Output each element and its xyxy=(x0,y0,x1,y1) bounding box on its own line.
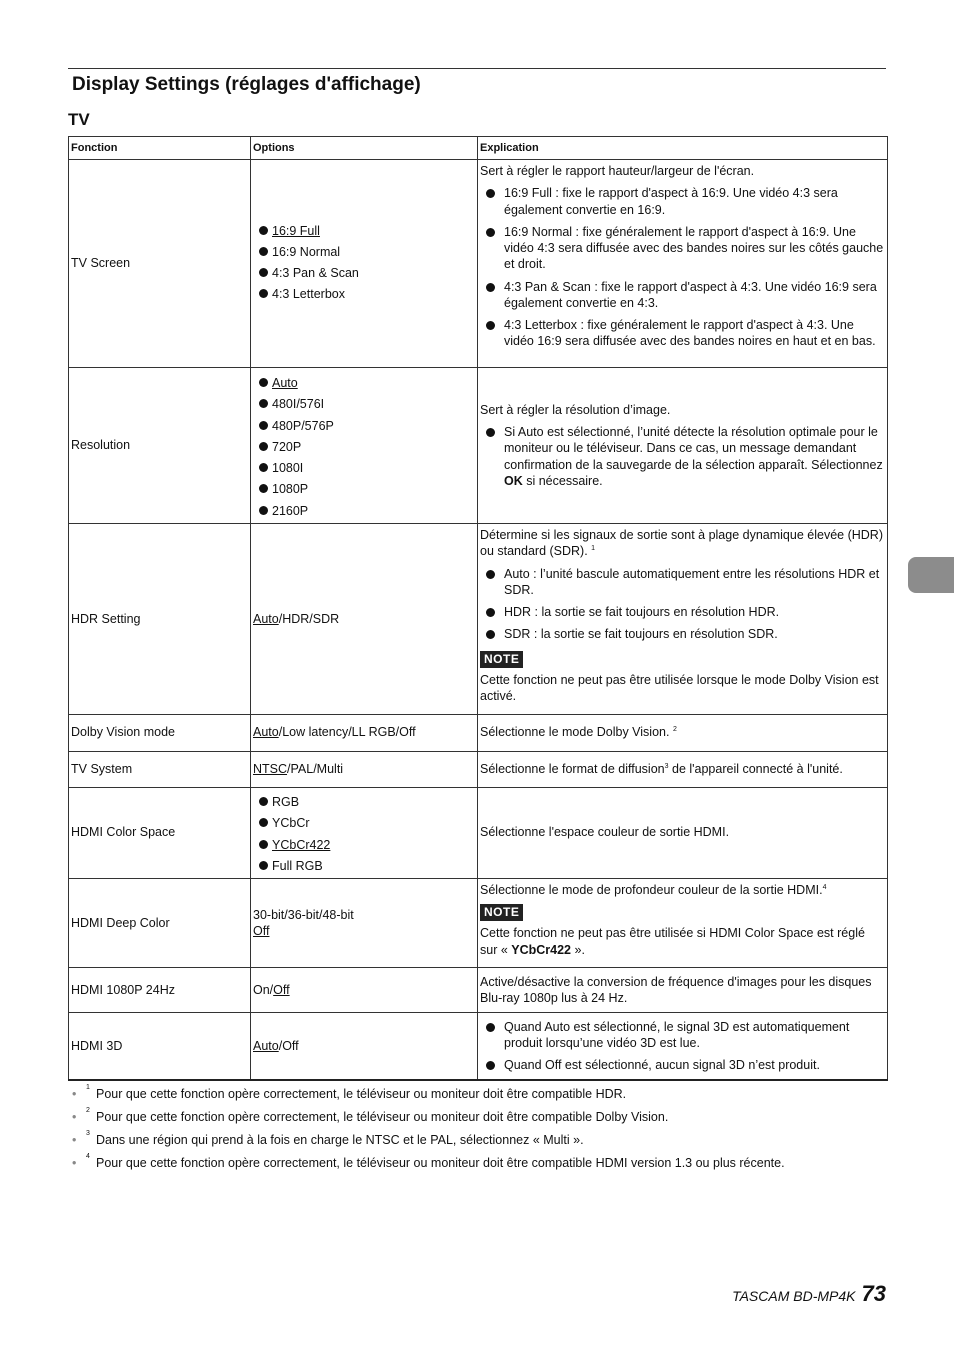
explanation-cell xyxy=(478,524,888,715)
bullet-icon xyxy=(259,861,268,870)
option-item: 16:9 Normal xyxy=(259,244,475,260)
footnote-item: • 4 Pour que cette fonction opère correctement, le téléviseur ou moniteur doit être compatible HDMI version 1.3 ou plus récente. xyxy=(72,1153,785,1170)
page-number: 73 xyxy=(861,1281,886,1306)
page-footer xyxy=(732,1280,886,1309)
table-row-dolby-vision xyxy=(69,714,888,751)
function-cell: HDMI Deep Color xyxy=(69,878,251,967)
explanation-bullet: Quand Off est sélectionné, aucun signal 3D n’est produit. xyxy=(486,1057,885,1073)
table-row-hdmi-deep-color xyxy=(69,878,888,967)
bullet-icon xyxy=(486,630,495,639)
option-item: 720P xyxy=(259,439,475,455)
table-row-hdmi-color-space xyxy=(69,787,888,878)
bullet-icon xyxy=(259,442,268,451)
bullet-icon xyxy=(259,289,268,298)
table-row-tv-system xyxy=(69,751,888,787)
options-cell xyxy=(251,368,478,524)
explanation-bullet: Si Auto est sélectionné, l’unité détecte la résolution optimale pour le moniteur ou le téléviseur. Dans ce cas, un message demandant confirmation de la sauvegarde de la sélection apparaît. Sélectionnez OK si nécessaire. xyxy=(486,424,885,489)
header-explanation: Explication xyxy=(478,137,888,160)
page-title: Display Settings (réglages d'affichage) xyxy=(72,74,421,95)
bullet-icon xyxy=(486,1023,495,1032)
explanation-bullet: Quand Auto est sélectionné, le signal 3D est automatiquement produit lorsqu’une vidéo 3D est lue. xyxy=(486,1019,885,1052)
option-item: 1080I xyxy=(259,460,475,476)
bullet-icon xyxy=(259,506,268,515)
note-text: Cette fonction ne peut pas être utilisée si HDMI Color Space est réglé sur « YCbCr422 ». xyxy=(480,926,865,957)
bullet-icon xyxy=(486,189,495,198)
footnote-item: • 1 Pour que cette fonction opère correctement, le téléviseur ou moniteur doit être compatible HDR. xyxy=(72,1084,627,1101)
note-badge: NOTE xyxy=(480,651,523,669)
function-cell: HDMI Color Space xyxy=(69,787,251,878)
bullet-icon xyxy=(259,247,268,256)
function-cell: HDR Setting xyxy=(69,524,251,715)
footnotes xyxy=(68,1086,888,1178)
options-cell xyxy=(251,787,478,878)
product-name: TASCAM BD-MP4K xyxy=(732,1288,856,1304)
bullet-icon xyxy=(259,797,268,806)
bullet-icon xyxy=(486,1061,495,1070)
options-cell: Auto/HDR/SDR xyxy=(251,524,478,715)
table-row-hdmi-1080p-24hz xyxy=(69,967,888,1012)
function-cell: Resolution xyxy=(69,368,251,524)
top-rule xyxy=(68,68,886,69)
bullet-icon xyxy=(259,484,268,493)
function-cell: HDMI 1080P 24Hz xyxy=(69,967,251,1012)
option-item: 4:3 Letterbox xyxy=(259,286,475,302)
header-options: Options xyxy=(251,137,478,160)
options-cell: Auto/Off xyxy=(251,1012,478,1080)
option-item: YCbCr422 xyxy=(259,837,475,853)
option-item: YCbCr xyxy=(259,815,475,831)
explanation-cell: Sélectionne l'espace couleur de sortie HDMI. xyxy=(478,787,888,878)
note-badge: NOTE xyxy=(480,904,523,922)
explanation-intro: Détermine si les signaux de sortie sont à plage dynamique élevée (HDR) ou standard (SDR). $^1$ xyxy=(480,528,883,559)
bullet-icon xyxy=(259,226,268,235)
bullet-icon xyxy=(486,228,495,237)
explanation-cell xyxy=(478,368,888,524)
explanation-cell: Active/désactive la conversion de fréquence d'images pour les disques Blu-ray 1080p lus à 24 Hz. xyxy=(478,967,888,1012)
chapter-tab xyxy=(908,557,954,593)
explanation-bullet: SDR : la sortie se fait toujours en résolution SDR. xyxy=(486,626,885,642)
options-cell: NTSC/PAL/Multi xyxy=(251,751,478,787)
bullet-icon xyxy=(486,428,495,437)
explanation-bullet: 16:9 Normal : fixe généralement le rapport d'aspect à 16:9. Une vidéo 4:3 sera diffusée avec des bandes noires sur les côtés gauche et droit. xyxy=(486,224,885,273)
explanation-cell xyxy=(478,878,888,967)
section-title: TV xyxy=(68,110,90,129)
options-cell: 30-bit/36-bit/48-bit Off xyxy=(251,878,478,967)
option-item: 16:9 Full xyxy=(259,223,475,239)
bullet-icon xyxy=(259,818,268,827)
note-text: Cette fonction ne peut pas être utilisée lorsque le mode Dolby Vision est activé. xyxy=(480,673,879,704)
function-cell: HDMI 3D xyxy=(69,1012,251,1080)
options-cell: Auto/Low latency/LL RGB/Off xyxy=(251,714,478,751)
explanation-bullet: 16:9 Full : fixe le rapport d'aspect à 16:9. Une vidéo 4:3 sera également convertie en 16:9. xyxy=(486,185,885,218)
function-cell: TV System xyxy=(69,751,251,787)
bullet-icon xyxy=(486,570,495,579)
bullet-icon xyxy=(259,421,268,430)
bullet-icon xyxy=(486,321,495,330)
function-cell: Dolby Vision mode xyxy=(69,714,251,751)
explanation-intro: Sert à régler le rapport hauteur/largeur de l'écran. xyxy=(480,164,755,178)
option-item: 480P/576P xyxy=(259,418,475,434)
option-item: 1080P xyxy=(259,481,475,497)
explanation-cell xyxy=(478,160,888,368)
option-item: Auto xyxy=(259,375,475,391)
footnote-item: • 2 Pour que cette fonction opère correctement, le téléviseur ou moniteur doit être compatible Dolby Vision. xyxy=(72,1107,669,1124)
bullet-icon xyxy=(259,268,268,277)
function-cell: TV Screen xyxy=(69,160,251,368)
explanation-cell: Sélectionne le format de diffusion$^3$ de l'appareil connecté à l'unité. xyxy=(478,751,888,787)
option-item: 4:3 Pan & Scan xyxy=(259,265,475,281)
explanation-intro: Sert à régler la résolution d’image. xyxy=(480,402,671,417)
explanation-cell xyxy=(478,1012,888,1080)
options-cell xyxy=(251,160,478,368)
table-header-row xyxy=(69,137,888,160)
explanation-bullet: 4:3 Pan & Scan : fixe le rapport d'aspect à 4:3. Une vidéo 16:9 sera également convertie en 4:3. xyxy=(486,279,885,312)
bullet-icon xyxy=(259,378,268,387)
explanation-bullet: 4:3 Letterbox : fixe généralement le rapport d'aspect à 4:3. Une vidéo 16:9 sera diffusée avec des bandes noires en haut et en bas. xyxy=(486,317,885,350)
options-cell: On/Off xyxy=(251,967,478,1012)
bullet-icon xyxy=(259,463,268,472)
header-function: Fonction xyxy=(69,137,251,160)
bullet-icon xyxy=(259,840,268,849)
option-item: 480I/576I xyxy=(259,396,475,412)
bullet-icon xyxy=(486,283,495,292)
explanation-intro: Sélectionne le mode de profondeur couleur de la sortie HDMI.$^4$ xyxy=(480,882,827,897)
option-item: 2160P xyxy=(259,503,475,519)
table-row-hdmi-3d xyxy=(69,1012,888,1080)
bullet-icon xyxy=(486,608,495,617)
explanation-cell: Sélectionne le mode Dolby Vision. $^2$ xyxy=(478,714,888,751)
explanation-bullet: Auto : l’unité bascule automatiquement entre les résolutions HDR et SDR. xyxy=(486,566,885,599)
table-row-tv-screen xyxy=(69,160,888,368)
footnote-item: • 3 Dans une région qui prend à la fois en charge le NTSC et le PAL, sélectionnez « Multi ». xyxy=(72,1130,584,1147)
settings-table xyxy=(68,136,888,1081)
option-item: Full RGB xyxy=(259,858,475,874)
table-row-resolution xyxy=(69,368,888,524)
option-item: RGB xyxy=(259,794,475,810)
explanation-bullet: HDR : la sortie se fait toujours en résolution HDR. xyxy=(486,604,885,620)
table-row-hdr-setting xyxy=(69,524,888,715)
bullet-icon xyxy=(259,399,268,408)
